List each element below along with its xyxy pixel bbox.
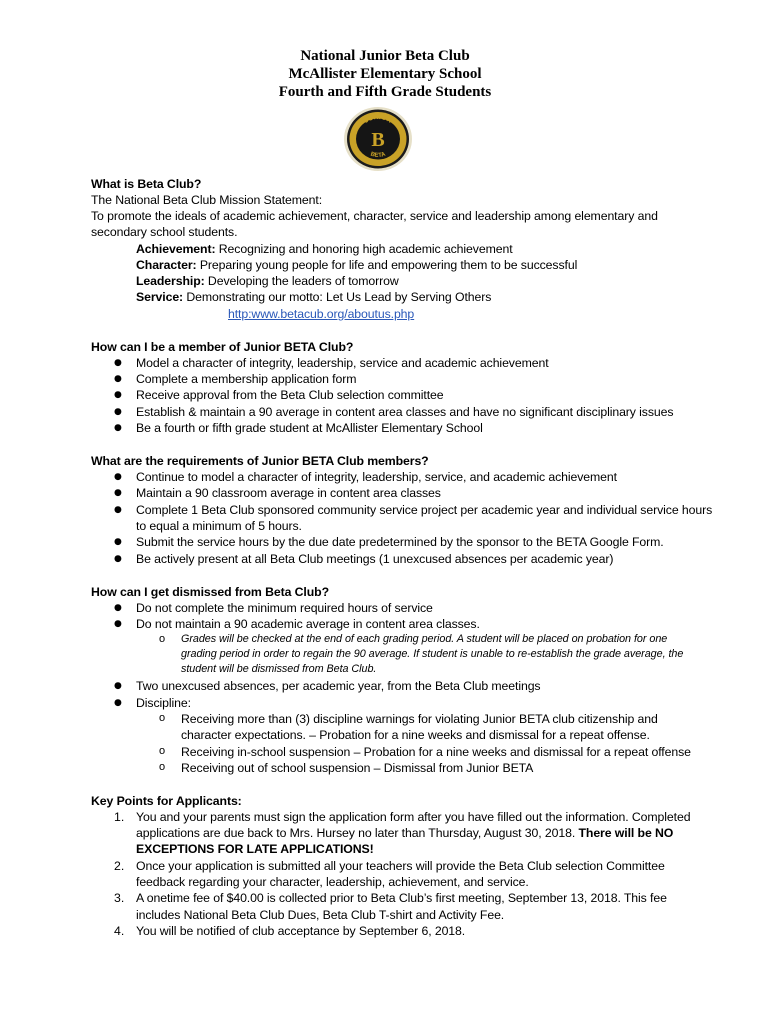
document-title-line1: National Junior Beta Club bbox=[300, 48, 470, 64]
list-item: Complete a membership application form bbox=[136, 372, 357, 386]
list-item-continuation: to equal a minimum of 5 hours. bbox=[136, 519, 302, 533]
value-term: Service: bbox=[136, 290, 184, 304]
bullet-icon: ● bbox=[114, 374, 122, 384]
list-item: Complete 1 Beta Club sponsored community service project per academic year and individual service hours bbox=[136, 503, 713, 517]
bullet-icon: ● bbox=[114, 472, 122, 482]
mission-statement-text: secondary school students. bbox=[91, 225, 238, 239]
sub-bullet-icon: o bbox=[159, 633, 166, 645]
value-desc: Developing the leaders of tomorrow bbox=[204, 274, 399, 288]
bullet-icon: ● bbox=[114, 619, 122, 629]
key-point-emphasis: There will be NO bbox=[578, 826, 674, 840]
key-point-text: You will be notified of club acceptance by September 6, 2018. bbox=[136, 924, 466, 938]
mission-statement-text: To promote the ideals of academic achievement, character, service and leadership among elementary and bbox=[91, 209, 658, 223]
bullet-icon: ● bbox=[114, 390, 122, 400]
section-heading-requirements: What are the requirements of Junior BETA Club members? bbox=[91, 454, 429, 468]
value-achievement bbox=[136, 241, 513, 257]
logo-text-top: JUNIOR bbox=[362, 113, 393, 125]
list-item: Be actively present at all Beta Club meetings (1 unexcused absences per academic year) bbox=[136, 552, 614, 566]
list-item: Receive approval from the Beta Club selection committee bbox=[136, 388, 444, 402]
mission-statement-label: The National Beta Club Mission Statement: bbox=[91, 193, 323, 207]
list-number: 2. bbox=[114, 859, 125, 873]
list-item: Maintain a 90 classroom average in content area classes bbox=[136, 486, 441, 500]
junior-beta-logo bbox=[343, 106, 413, 172]
value-service bbox=[136, 289, 491, 305]
key-point-text: includes National Beta Club Dues, Beta Club T-shirt and Activity Fee. bbox=[136, 908, 505, 922]
section-heading-dismissed: How can I get dismissed from Beta Club? bbox=[91, 585, 329, 599]
sub-bullet-icon: o bbox=[159, 745, 166, 757]
grades-note-line: Grades will be checked at the end of each grading period. A student will be placed on probation for one bbox=[181, 633, 668, 645]
discipline-item-continuation: character expectations. – Probation for a nine weeks and dismissal for a repeat offense. bbox=[181, 728, 650, 742]
key-point-text: Once your application is submitted all your teachers will provide the Beta Club selection Committee bbox=[136, 859, 665, 873]
list-item: Two unexcused absences, per academic year, from the Beta Club meetings bbox=[136, 679, 541, 693]
about-us-link[interactable]: http:www.betacub.org/aboutus.php bbox=[228, 307, 415, 321]
section-heading-key-points: Key Points for Applicants: bbox=[91, 794, 242, 808]
list-item: Submit the service hours by the due date predetermined by the sponsor to the BETA Google Form. bbox=[136, 535, 664, 549]
list-item: Establish & maintain a 90 average in content area classes and have no significant disciplinary issues bbox=[136, 405, 674, 419]
list-item: Be a fourth or fifth grade student at McAllister Elementary School bbox=[136, 421, 483, 435]
bullet-icon: ● bbox=[114, 681, 122, 691]
list-number: 4. bbox=[114, 924, 125, 938]
document-title-line3: Fourth and Fifth Grade Students bbox=[278, 84, 492, 100]
key-point-text bbox=[136, 825, 673, 841]
discipline-item: Receiving out of school suspension – Dismissal from Junior BETA bbox=[181, 761, 534, 775]
bullet-icon: ● bbox=[114, 505, 122, 515]
logo-text-bottom: BETA bbox=[369, 151, 387, 160]
list-item: Model a character of integrity, leadership, service and academic achievement bbox=[136, 356, 549, 370]
value-leadership bbox=[136, 273, 399, 289]
list-item: Discipline: bbox=[136, 696, 191, 710]
bullet-icon: ● bbox=[114, 488, 122, 498]
bullet-icon: ● bbox=[114, 358, 122, 368]
bullet-icon: ● bbox=[114, 603, 122, 613]
bullet-icon: ● bbox=[114, 698, 122, 708]
value-desc: Demonstrating our motto: Let Us Lead by Serving Others bbox=[183, 290, 492, 304]
value-term: Leadership: bbox=[136, 274, 205, 288]
logo-letter: B bbox=[371, 129, 385, 151]
key-point-text: A onetime fee of $40.00 is collected prior to Beta Club’s first meeting, September 13, 2018. This fee bbox=[136, 891, 667, 905]
bullet-icon: ● bbox=[114, 423, 122, 433]
grades-note-line: student will be dismissed from Beta Club. bbox=[181, 663, 377, 675]
section-heading-what-is-beta: What is Beta Club? bbox=[91, 177, 202, 191]
value-desc: Recognizing and honoring high academic achievement bbox=[215, 242, 513, 256]
bullet-icon: ● bbox=[114, 407, 122, 417]
key-point-text: feedback regarding your character, leadership, achievement, and service. bbox=[136, 875, 529, 889]
discipline-item: Receiving in-school suspension – Probation for a nine weeks and dismissal for a repeat offense bbox=[181, 745, 691, 759]
key-point-text: You and your parents must sign the application form after you have filled out the information. Completed bbox=[136, 810, 691, 824]
list-number: 3. bbox=[114, 891, 125, 905]
value-character bbox=[136, 257, 577, 273]
key-point-emphasis: EXCEPTIONS FOR LATE APPLICATIONS! bbox=[136, 842, 374, 856]
sub-bullet-icon: o bbox=[159, 712, 166, 724]
section-heading-member: How can I be a member of Junior BETA Club? bbox=[91, 340, 354, 354]
sub-bullet-icon: o bbox=[159, 761, 166, 773]
list-item: Do not complete the minimum required hours of service bbox=[136, 601, 433, 615]
value-term: Character: bbox=[136, 258, 197, 272]
value-term: Achievement: bbox=[136, 242, 216, 256]
value-desc: Preparing young people for life and empowering them to be successful bbox=[196, 258, 578, 272]
grades-note-line: grading period in order to regain the 90 average. If student is unable to re-establish the grade average, the bbox=[181, 648, 684, 660]
key-point-text-part: applications are due back to Mrs. Hursey no later than Thursday, August 30, 2018. bbox=[136, 826, 579, 840]
list-item: Do not maintain a 90 academic average in content area classes. bbox=[136, 617, 480, 631]
discipline-item: Receiving more than (3) discipline warnings for violating Junior BETA club citizenship and bbox=[181, 712, 658, 726]
list-number: 1. bbox=[114, 810, 125, 824]
list-item: Continue to model a character of integrity, leadership, service, and academic achievement bbox=[136, 470, 617, 484]
bullet-icon: ● bbox=[114, 554, 122, 564]
document-title-line2: McAllister Elementary School bbox=[288, 66, 482, 82]
bullet-icon: ● bbox=[114, 537, 122, 547]
